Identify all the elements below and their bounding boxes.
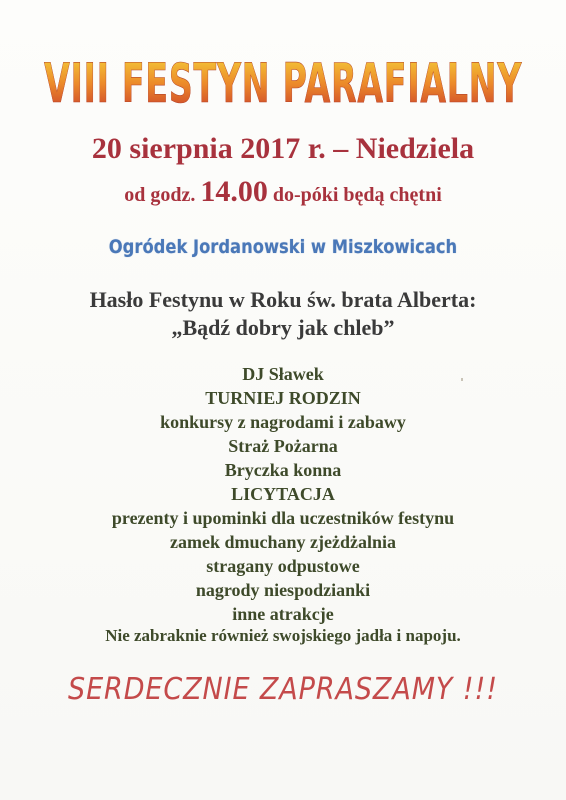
poster-title-text: VIII FESTYN PARAFIALNY [44,52,522,115]
title-graphic [0,48,566,118]
list-item: inne atrakcje [232,604,334,624]
poster-title [0,48,566,118]
list-item: TURNIEJ RODZIN [205,388,361,408]
list-item: zamek dmuchany zjeżdżalnia [170,532,396,552]
food-note: Nie zabraknie również swojskiego jadła i napoju. [105,626,461,645]
motto-quote: „Bądź dobry jak chleb” [171,315,395,340]
invitation-text: SERDECZNIE ZAPRASZAMY !!! [68,672,498,707]
event-hours [0,175,566,209]
list-item: Straż Pożarna [228,436,338,456]
hours-prefix: od godz. [124,184,196,206]
list-item: prezenty i upominki dla uczestników festynu [111,508,455,528]
event-venue: Ogródek Jordanowski w Miszkowicach [108,236,458,258]
list-item: DJ Sławek [242,364,324,384]
hours-suffix: do-póki będą chętni [272,184,442,206]
list-item: LICYTACJA [231,484,335,504]
list-item: Bryczka konna [224,460,342,480]
motto-intro: Hasło Festynu w Roku św. brata Alberta: [89,287,477,312]
list-item: nagrody niespodzianki [195,580,371,600]
paper-speck [461,378,463,381]
hours-time: 14.00 [200,175,268,208]
list-item: konkursy z nagrodami i zabawy [160,412,406,432]
event-date: 20 sierpnia 2017 r. – Niedziela [91,132,475,165]
list-item: stragany odpustowe [206,556,360,576]
